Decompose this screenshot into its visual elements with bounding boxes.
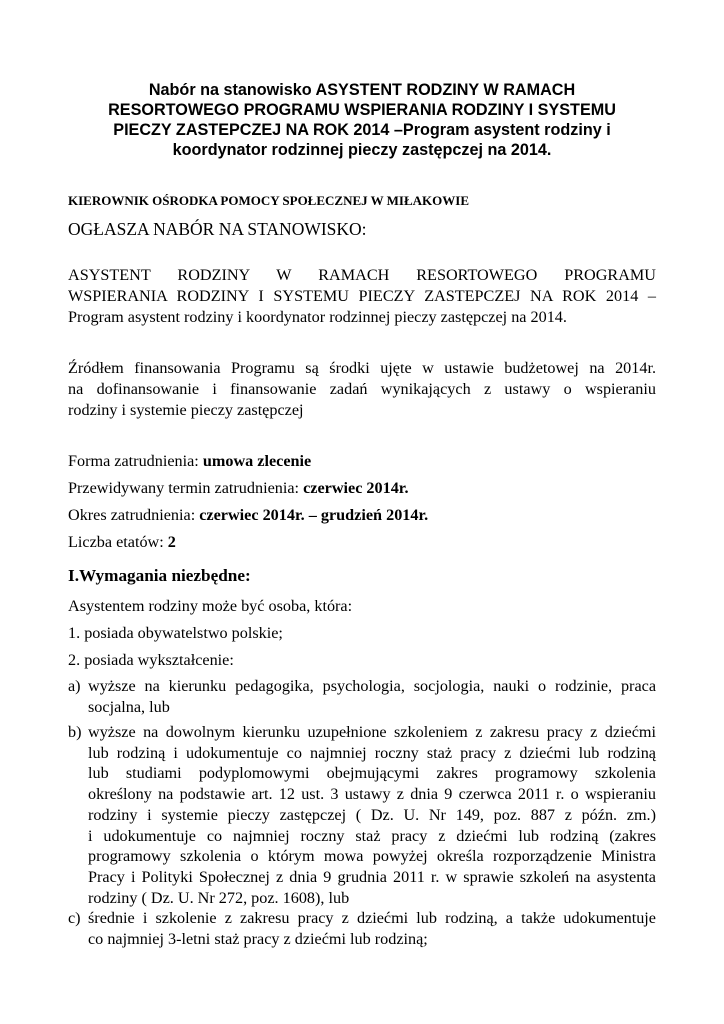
requirement-item-c [68, 908, 656, 949]
requirement-point-2: 2. posiada wykształcenie: [68, 651, 234, 669]
employment-term [68, 478, 409, 498]
field-label: Okres zatrudnienia: [68, 506, 200, 524]
item-line: wyższe na dowolnym kierunku uzupełnione szkoleniem z zakresu pracy z dziećmi [88, 723, 656, 741]
item-line: programowy szkolenia o którym mowa powyżej określa rozporządzenie Ministra [88, 847, 656, 866]
requirements-heading: I.Wymagania niezbędne: [68, 566, 251, 585]
requirement-item-a [68, 676, 656, 717]
item-line: co najmniej 3-letni staż pracy z dziećmi lub rodziną; [88, 929, 428, 948]
field-label: Przewidywany termin zatrudnienia: [68, 479, 304, 497]
title-line: koordynator rodzinnej pieczy zastępczej na 2014. [172, 141, 552, 159]
requirement-point-1: 1. posiada obywatelstwo polskie; [68, 624, 283, 642]
document-title [70, 80, 654, 160]
position-paragraph [68, 265, 656, 328]
item-line: lub studiami podyplomowymi obejmującymi zakres programowy szkolenia [88, 764, 656, 783]
item-marker: c) [68, 909, 81, 927]
item-line: i udokumentuje co najmniej roczny staż pracy z dziećmi lub rodziną (zakres [88, 826, 656, 845]
paragraph-line: ASYSTENT RODZINY W RAMACH RESORTOWEGO PROGRAMU [68, 266, 656, 284]
title-line: Nabór na stanowisko ASYSTENT RODZINY W RAMACH [148, 81, 576, 99]
field-value: czerwiec 2014r. [303, 479, 409, 497]
title-line: PIECZY ZASTEPCZEJ NA ROK 2014 –Program asystent rodziny i [113, 121, 611, 139]
item-line: Pracy i Polityki Społecznej z dnia 9 grudnia 2011 r. w sprawie szkoleń na asystenta [88, 867, 656, 886]
item-marker: b) [68, 723, 82, 741]
paragraph-line: na dofinansowanie i finansowanie zadań wynikających z ustawy o wspieraniu [68, 380, 656, 398]
item-line: socjalna, lub [88, 697, 170, 716]
field-label: Liczba etatów: [68, 533, 168, 551]
paragraph-line: rodziny i systemie pieczy zastępczej [68, 401, 304, 419]
item-line: rodziny i systemie pieczy zastępczej ( Dz. U. Nr 149, poz. 887 z późn. zm.) [88, 805, 656, 824]
item-marker: a) [68, 677, 81, 695]
requirement-item-b [68, 722, 656, 908]
paragraph-line: Źródłem finansowania Programu są środki ujęte w ustawie budżetowej na 2014r. [68, 359, 656, 377]
paragraph-line: WSPIERANIA RODZINY I SYSTEMU PIECZY ZASTEPCZEJ NA ROK 2014 – [68, 287, 656, 305]
employment-count [68, 532, 176, 552]
field-value: 2 [167, 533, 176, 551]
organization-heading: KIEROWNIK OŚRODKA POMOCY SPOŁECZNEJ W MIŁAKOWIE [68, 193, 470, 208]
field-value: czerwiec 2014r. – grudzień 2014r. [199, 506, 429, 524]
financing-paragraph [68, 358, 656, 421]
requirements-intro: Asystentem rodziny może być osoba, która: [68, 597, 353, 615]
paragraph-line: Program asystent rodziny i koordynator rodzinnej pieczy zastępczej na 2014. [68, 308, 567, 326]
announcement-heading: OGŁASZA NABÓR NA STANOWISKO: [68, 219, 367, 239]
employment-period [68, 505, 428, 525]
item-line: wyższe na kierunku pedagogika, psychologia, socjologia, nauki o rodzinie, praca [88, 677, 656, 695]
item-line: lub rodziną i udokumentuje co najmniej roczny staż pracy z dziećmi lub rodziną [88, 743, 656, 762]
item-line: średnie i szkolenie z zakresu pracy z dziećmi lub rodziną, a także udokumentuje [88, 909, 656, 927]
employment-form [68, 451, 311, 471]
field-value: umowa zlecenie [202, 452, 312, 470]
item-line: rodziny ( Dz. U. Nr 272, poz. 1608), lub [88, 888, 350, 907]
field-label: Forma zatrudnienia: [68, 452, 203, 470]
item-line: określony na podstawie art. 12 ust. 3 ustawy z dnia 9 czerwca 2011 r. o wspieraniu [88, 785, 656, 804]
title-line: RESORTOWEGO PROGRAMU WSPIERANIA RODZINY I SYSTEMU [108, 101, 616, 119]
